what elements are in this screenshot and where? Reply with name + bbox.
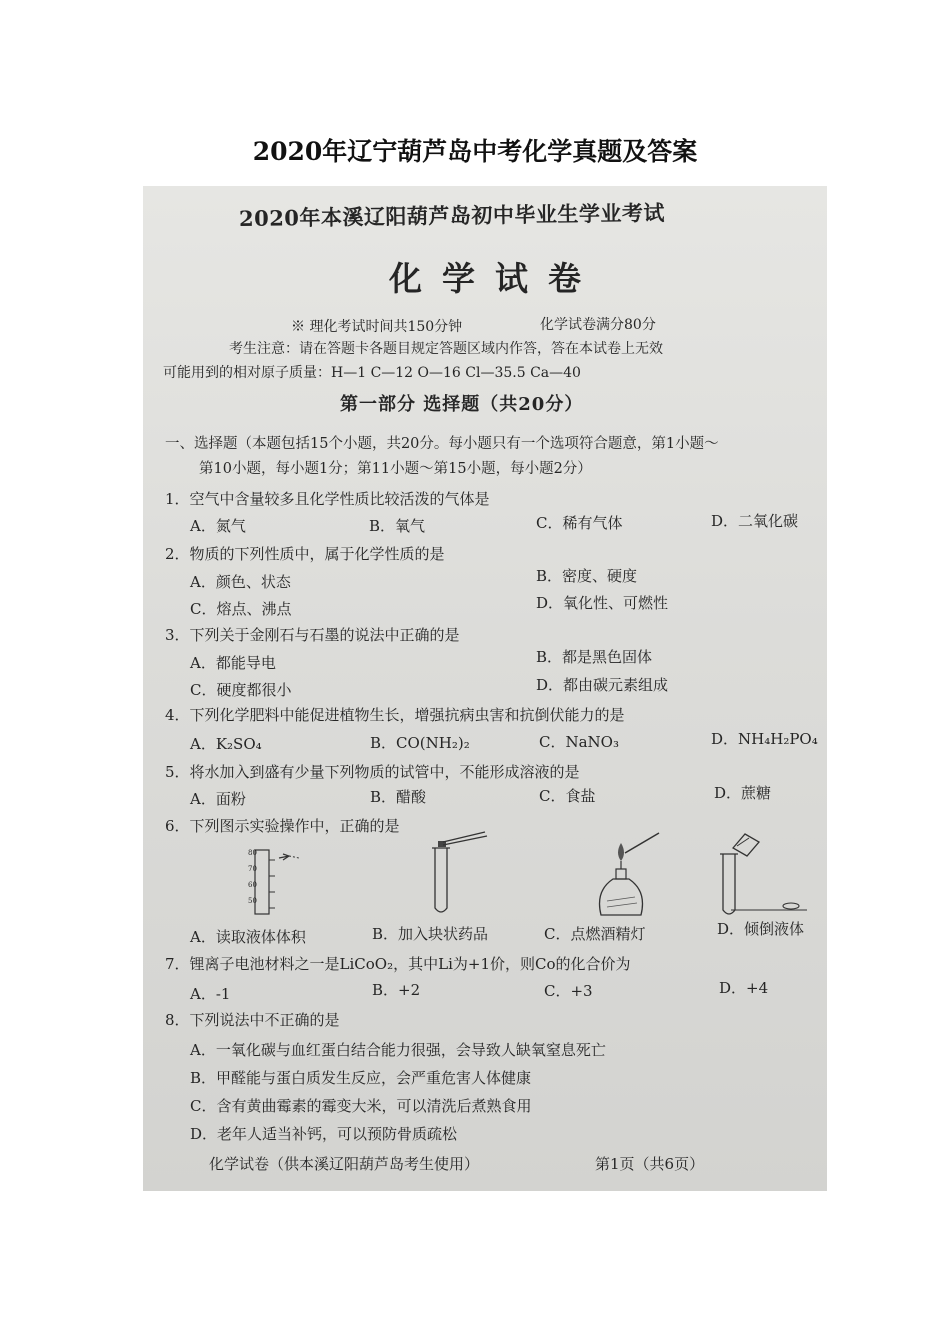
question-3-stem: 3．下列关于金刚石与石墨的说法中正确的是 <box>165 626 460 644</box>
document-title: 2020年辽宁葫芦岛中考化学真题及答案 <box>252 137 698 166</box>
exam-photo <box>143 186 827 1191</box>
score-note: 化学试卷满分80分 <box>540 317 656 333</box>
question-5-option-b: B．醋酸 <box>370 788 427 806</box>
question-2-option-d: D．氧化性、可燃性 <box>536 594 669 612</box>
question-4-option-a: A．K₂SO₄ <box>190 735 262 753</box>
test-tube-figure <box>423 826 503 918</box>
question-7-option-c: C．+3 <box>544 982 593 1000</box>
instructions-line-1: 一、选择题（本题包括15个小题，共20分。每小题只有一个选项符合题意，第1小题～ <box>165 436 719 452</box>
question-2-stem: 2．物质的下列性质中，属于化学性质的是 <box>165 545 445 563</box>
question-1-option-b: B．氧气 <box>369 517 426 535</box>
cylinder-tick-50: 50 <box>248 897 257 905</box>
question-6-option-c: C．点燃酒精灯 <box>544 925 646 943</box>
time-note: ※ 理化考试时间共150分钟 <box>291 319 463 335</box>
question-2-option-b: B．密度、硬度 <box>536 567 638 585</box>
question-2-option-c: C．熔点、沸点 <box>190 600 292 618</box>
exam-title: 2020年本溪辽阳葫芦岛初中毕业生学业考试 <box>238 200 666 231</box>
question-4-option-c: C．NaNO₃ <box>539 733 619 751</box>
notice: 考生注意：请在答题卡各题目规定答题区域内作答，答在本试卷上无效 <box>229 341 663 357</box>
alcohol-lamp-figure <box>583 831 663 921</box>
question-6-stem: 6．下列图示实验操作中，正确的是 <box>165 817 400 835</box>
question-5-option-c: C．食盐 <box>539 787 596 805</box>
question-8-option-c: C．含有黄曲霉素的霉变大米，可以清洗后煮熟食用 <box>190 1097 532 1115</box>
atomic-masses: 可能用到的相对原子质量：H—1 C—12 O—16 Cl—35.5 Ca—40 <box>163 365 581 381</box>
question-8-option-d: D．老年人适当补钙，可以预防骨质疏松 <box>190 1125 458 1143</box>
subject-title: 化学试卷 <box>389 259 601 298</box>
cylinder-tick-80: 80 <box>248 849 257 857</box>
question-4-option-d: D．NH₄H₂PO₄ <box>711 730 818 748</box>
question-8-option-a: A．一氧化碳与血红蛋白结合能力很强，会导致人缺氧窒息死亡 <box>190 1041 606 1059</box>
question-6-option-a: A．读取液体体积 <box>190 928 306 946</box>
question-4-option-b: B．CO(NH₂)₂ <box>370 734 470 752</box>
question-5-stem: 5．将水加入到盛有少量下列物质的试管中，不能形成溶液的是 <box>165 763 580 781</box>
question-1-option-c: C．稀有气体 <box>536 514 623 532</box>
question-1-option-d: D．二氧化碳 <box>711 512 799 530</box>
question-3-option-c: C．硬度都很小 <box>190 681 292 699</box>
question-8-stem: 8．下列说法中不正确的是 <box>165 1011 340 1029</box>
question-5-option-d: D．蔗糖 <box>714 784 772 802</box>
pouring-liquid-figure <box>711 826 811 918</box>
question-4-stem: 4．下列化学肥料中能促进植物生长，增强抗病虫害和抗倒伏能力的是 <box>165 706 625 724</box>
footer-page-number: 第1页（共6页） <box>595 1155 705 1173</box>
question-6-option-b: B．加入块状药品 <box>372 925 489 943</box>
cylinder-tick-70: 70 <box>248 865 257 873</box>
question-8-option-b: B．甲醛能与蛋白质发生反应，会严重危害人体健康 <box>190 1069 532 1087</box>
question-6-option-d: D．倾倒液体 <box>717 920 805 938</box>
instructions-line-2: 第10小题，每小题1分；第11小题～第15小题，每小题2分） <box>199 461 592 477</box>
question-7-stem: 7．锂离子电池材料之一是LiCoO₂，其中Li为+1价，则Co的化合价为 <box>165 955 631 973</box>
question-7-option-a: A．-1 <box>190 985 231 1003</box>
question-1-option-a: A．氮气 <box>190 517 246 535</box>
question-1-stem: 1．空气中含量较多且化学性质比较活泼的气体是 <box>165 490 490 508</box>
question-7-option-d: D．+4 <box>719 979 769 997</box>
question-2-option-a: A．颜色、状态 <box>190 573 291 591</box>
question-3-option-b: B．都是黑色固体 <box>536 648 653 666</box>
question-7-option-b: B．+2 <box>372 981 421 999</box>
question-5-option-a: A．面粉 <box>190 790 246 808</box>
question-3-option-a: A．都能导电 <box>190 654 276 672</box>
part-title: 第一部分 选择题（共20分） <box>340 394 584 415</box>
cylinder-tick-60: 60 <box>248 881 257 889</box>
question-3-option-d: D．都由碳元素组成 <box>536 676 669 694</box>
footer-left: 化学试卷（供本溪辽阳葫芦岛考生使用） <box>209 1155 480 1173</box>
